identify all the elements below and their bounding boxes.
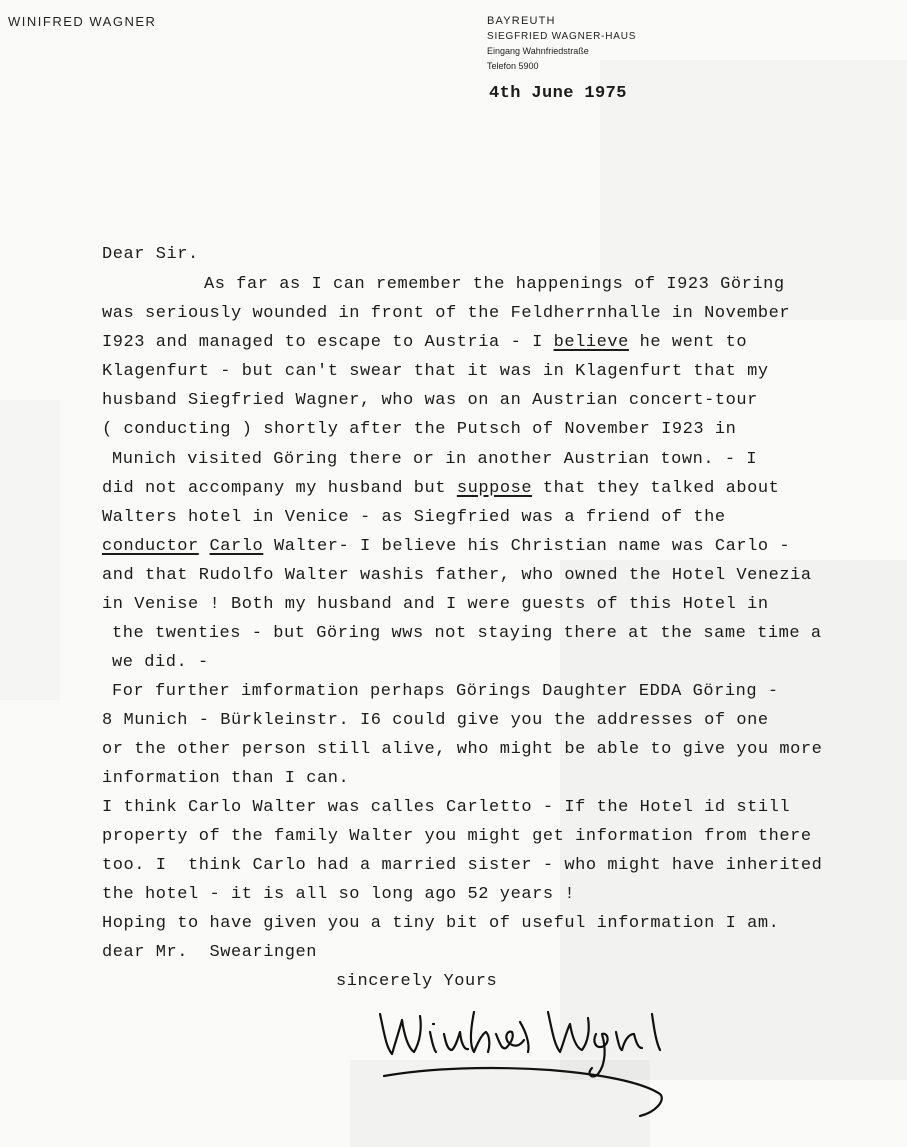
address-entrance: Eingang Wahnfriedstraße [487,46,589,56]
body-line-8-start: did not accompany my husband but [102,479,457,498]
body-line-10 [102,537,790,557]
body-line-8 [102,479,779,499]
body-line-9: Walters hotel in Venice - as Siegfried was a friend of the [102,508,726,527]
letterhead-address [487,14,636,74]
body-line-8-end: that they talked about [532,479,780,498]
address-city: BAYREUTH [487,15,556,27]
address-house: SIEGFRIED WAGNER-HAUS [487,31,637,42]
body-line-6: ( conducting ) shortly after the Putsch of November I923 in [102,420,737,439]
body-line-7: Munich visited Göring there or in another Austrian town. - I [112,450,758,469]
closing: sincerely Yours [336,972,498,991]
underlined-believe: believe [553,333,629,352]
underlined-conductor: conductor [102,537,199,556]
body-line-15: For further imformation perhaps Görings Daughter EDDA Göring - [112,682,779,701]
body-line-3-end: he went to [628,333,748,352]
body-line-1: As far as I can remember the happenings of I923 Göring [204,275,785,294]
body-line-19: I think Carlo Walter was calles Carletto - If the Hotel id still [102,798,791,817]
body-line-22: the hotel - it is all so long ago 52 years ! [102,885,576,904]
salutation: Dear Sir. [102,245,199,264]
body-line-16: 8 Munich - Bürkleinstr. I6 could give you the addresses of one [102,711,769,730]
body-line-14: we did. - [112,653,209,672]
address-phone: Telefon 5900 [487,61,539,71]
body-line-23: Hoping to have given you a tiny bit of useful information I am. [102,914,780,933]
underlined-suppose: suppose [456,479,533,498]
body-line-24: dear Mr. Swearingen [102,943,318,962]
body-line-10-end: Walter- I believe his Christian name was Carlo - [263,537,791,556]
body-line-12: in Venise ! Both my husband and I were guests of this Hotel in [102,595,769,614]
letter-date: 4th June 1975 [489,84,627,103]
letterhead-name: WINIFRED WAGNER [8,14,157,29]
body-line-3 [102,333,747,353]
body-line-20: property of the family Walter you might get information from there [102,827,812,846]
body-line-17: or the other person still alive, who might be able to give you more [102,740,823,759]
underlined-carlo: Carlo [209,537,264,556]
handwritten-signature [370,1002,680,1122]
body-line-2: was seriously wounded in front of the Feldherrnhalle in November [102,304,791,323]
body-line-13: the twenties - but Göring wws not staying there at the same time a [112,624,822,643]
body-line-5: husband Siegfried Wagner, who was on an Austrian concert-tour [102,391,758,410]
body-line-21: too. I think Carlo had a married sister - who might have inherited [102,856,823,875]
body-line-11: and that Rudolfo Walter washis father, who owned the Hotel Venezia [102,566,812,585]
body-line-10-gap [199,537,210,556]
body-line-4: Klagenfurt - but can't swear that it was in Klagenfurt that my [102,362,769,381]
body-line-3-start: I923 and managed to escape to Austria - I [102,333,554,352]
body-line-18: information than I can. [102,769,350,788]
